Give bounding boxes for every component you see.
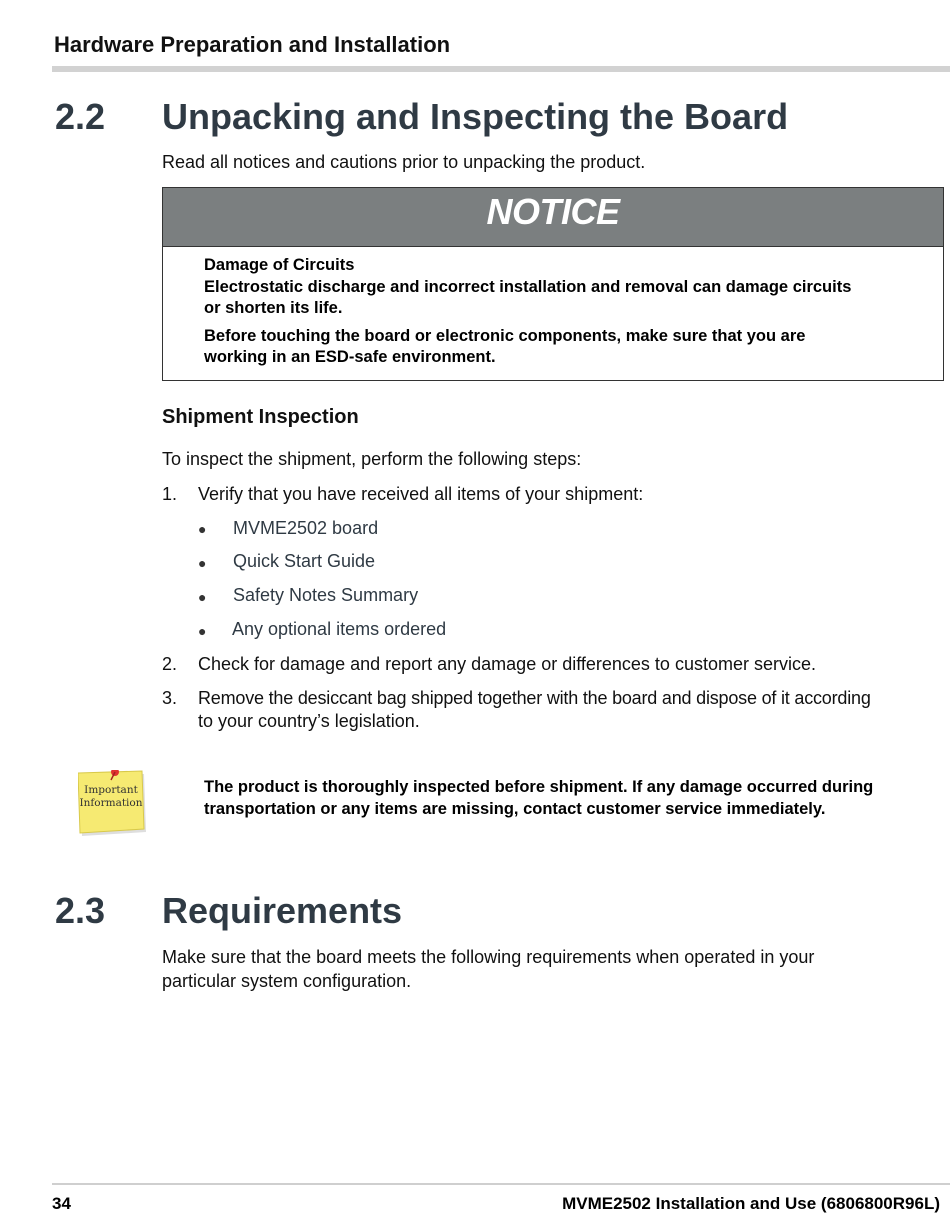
running-header: Hardware Preparation and Installation: [54, 32, 451, 57]
bullet-icon: ●: [198, 623, 207, 639]
notice-box: [162, 187, 944, 381]
section-text-line: particular system configuration.: [162, 971, 412, 991]
list-item: Any optional items ordered: [232, 619, 447, 639]
sticky-text-line: Important: [84, 784, 138, 796]
notice-banner: [163, 188, 943, 247]
important-text-line: The product is thoroughly inspected before shipment. If any damage occurred during: [204, 778, 874, 796]
important-information-icon: [78, 770, 146, 836]
step-text: Verify that you have received all items of your shipment:: [198, 484, 644, 504]
list-item: MVME2502 board: [233, 518, 379, 538]
shipment-intro: To inspect the shipment, perform the following steps:: [162, 449, 582, 469]
notice-heading: Damage of Circuits: [204, 256, 355, 274]
page-number: 34: [52, 1194, 71, 1213]
bullet-icon: ●: [198, 555, 207, 571]
notice-text-line: working in an ESD-safe environment.: [204, 348, 496, 366]
header-rule: [52, 66, 950, 72]
subsection-heading: Shipment Inspection: [162, 406, 359, 428]
step-number: 2.: [162, 654, 178, 674]
notice-text-line: Before touching the board or electronic components, make sure that you are: [204, 327, 806, 345]
important-text-line: transportation or any items are missing, contact customer service immediately.: [204, 800, 826, 818]
list-item: Quick Start Guide: [233, 551, 376, 571]
step-text: Check for damage and report any damage or differences to customer service.: [198, 654, 816, 674]
step-text: to your country’s legislation.: [198, 711, 420, 731]
section-title: Requirements: [162, 890, 403, 931]
notice-text-line: or shorten its life.: [204, 299, 343, 317]
sticky-text-line: Information: [79, 797, 143, 809]
section-intro: Read all notices and cautions prior to unpacking the product.: [162, 152, 646, 172]
footer-rule: [52, 1183, 950, 1185]
step-number: 3.: [162, 688, 178, 708]
section-number: 2.2: [55, 96, 106, 137]
notice-text-line: Electrostatic discharge and incorrect installation and removal can damage circuits: [204, 278, 852, 296]
notice-label: NOTICE: [486, 191, 620, 232]
step-number: 1.: [162, 484, 178, 504]
bullet-icon: ●: [198, 521, 207, 537]
section-number: 2.3: [55, 890, 106, 931]
step-text: Remove the desiccant bag shipped together with the board and dispose of it according: [198, 688, 871, 708]
section-title: Unpacking and Inspecting the Board: [162, 96, 789, 137]
bullet-icon: ●: [198, 589, 207, 605]
list-item: Safety Notes Summary: [233, 585, 419, 605]
document-title: MVME2502 Installation and Use (6806800R96L): [562, 1194, 940, 1213]
section-text-line: Make sure that the board meets the following requirements when operated in your: [162, 947, 815, 967]
